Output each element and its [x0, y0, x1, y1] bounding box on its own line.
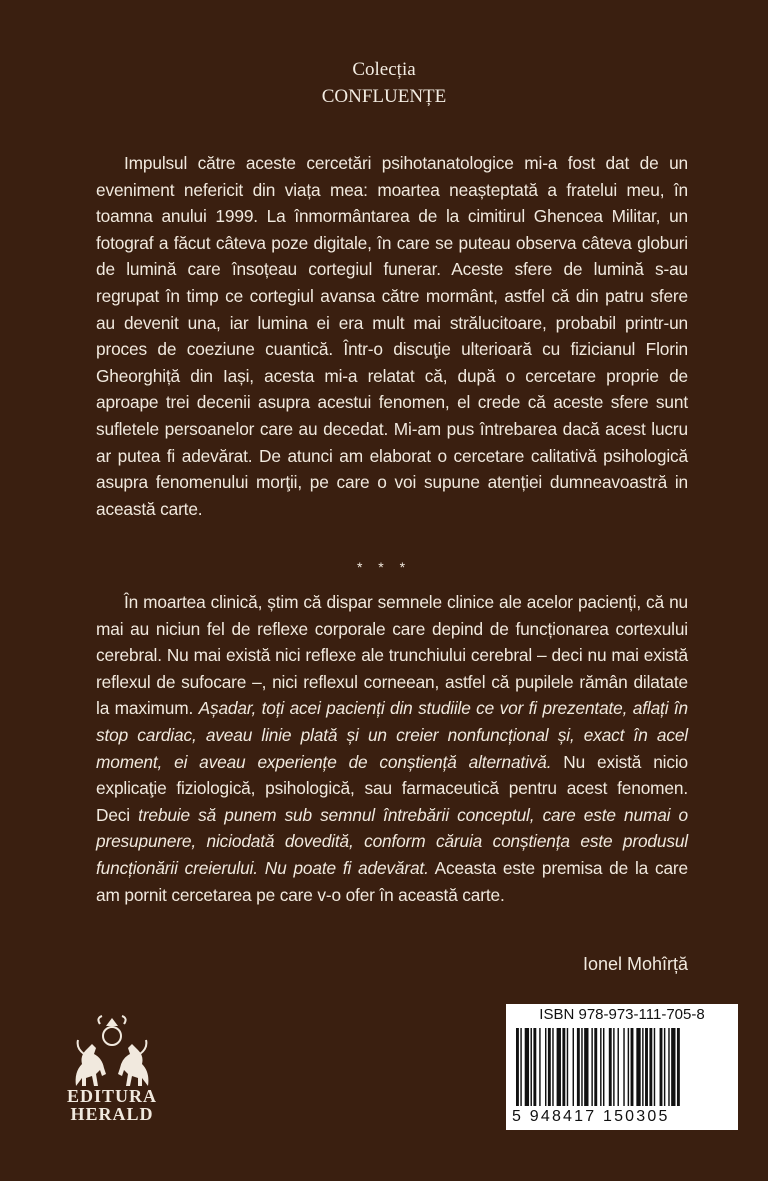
author-name: Ionel Mohîrță: [582, 954, 688, 974]
main-italic-2: trebuie să punem sub semnul întrebării conceptul, care este numai o presupunere, niciodată dovedită, conform căruia conștiența este produsul funcționării creierului. Nu poate fi adevărat.: [96, 804, 688, 878]
main-text-2: Nu există nicio explicaţie fiziologică, psihologică, sau farmaceutică pentru acest fenomen. Deci: [96, 751, 688, 825]
isbn-label: ISBN 978-973-111-705-8: [539, 1006, 705, 1023]
main-italic-1: Așadar, toți acei pacienți din studiile ce vor fi prezentate, aflați în stop cardiac, aveau linie plată și un creier nonfuncțional și, exact în acel moment, ei aveau experiențe de conștiență alternativă.: [96, 698, 688, 772]
barcode-panel: [506, 1004, 738, 1130]
series-title: [0, 56, 768, 110]
main-paragraph: [96, 589, 688, 908]
intro-paragraph-block: [96, 150, 688, 522]
intro-paragraph: Impulsul către aceste cercetări psihotanatologice mi-a fost dat de un eveniment nefericit din viața mea: moartea neașteptată a fratelui meu, în toamna anului 1999. La înmormântarea de la cimitirul Ghencea Militar, un fotograf a făcut câteva poze digitale, în care se puteau observa câteva globuri de lumină care însoțeau cortegiul funerar. Aceste sfere de lumină s-au regrupat în timp ce cortegiul avansa către mormânt, astfel că din patru sfere au devenit una, iar lumina ei era mult mai strălucitoare, probabil printr-un proces de coeziune cuantică. Într-o discuţie ulterioară cu fizicianul Florin Gheorghiță din Iași, acesta mi-a relatat că, după o cercetare proprie de aproape trei decenii asupra acestui fenomen, el crede că aceste sfere sunt sufletele persoanelor care au decedat. Mi-am pus întrebarea dacă acest lucru ar putea fi adevărat. De atunci am elaborat o cercetare calitativă psihologică asupra fenomenului morţii, pe care o voi supune atenției dumneavoastră in această carte.: [96, 153, 688, 519]
series-label: Colecția: [352, 59, 416, 80]
ean-number: 5 948417 150305: [512, 1108, 670, 1125]
series-name: CONFLUENȚE: [321, 86, 447, 107]
main-paragraph-block: [96, 589, 688, 908]
barcode-icon: [516, 1028, 728, 1106]
publisher-line1: EDITURA: [66, 1086, 157, 1106]
main-text-3: Aceasta este premisa de la care am pornit cercetarea pe care v-o ofer în această carte.: [96, 857, 689, 905]
main-text-1: În moartea clinică, știm că dispar semnele clinice ale acelor pacienți, că nu mai au niciun fel de reflexe corporale care depind de funcționarea cortexului cerebral. Nu mai există nici reflexe ale trunchiului cerebral – deci nu mai există reflexul de sufocare –, nici reflexul corneean, astfel că pupilele rămân dilatate la maximum.: [96, 592, 688, 719]
section-separator: * * *: [356, 559, 412, 575]
publisher-line2: HERALD: [70, 1104, 154, 1124]
